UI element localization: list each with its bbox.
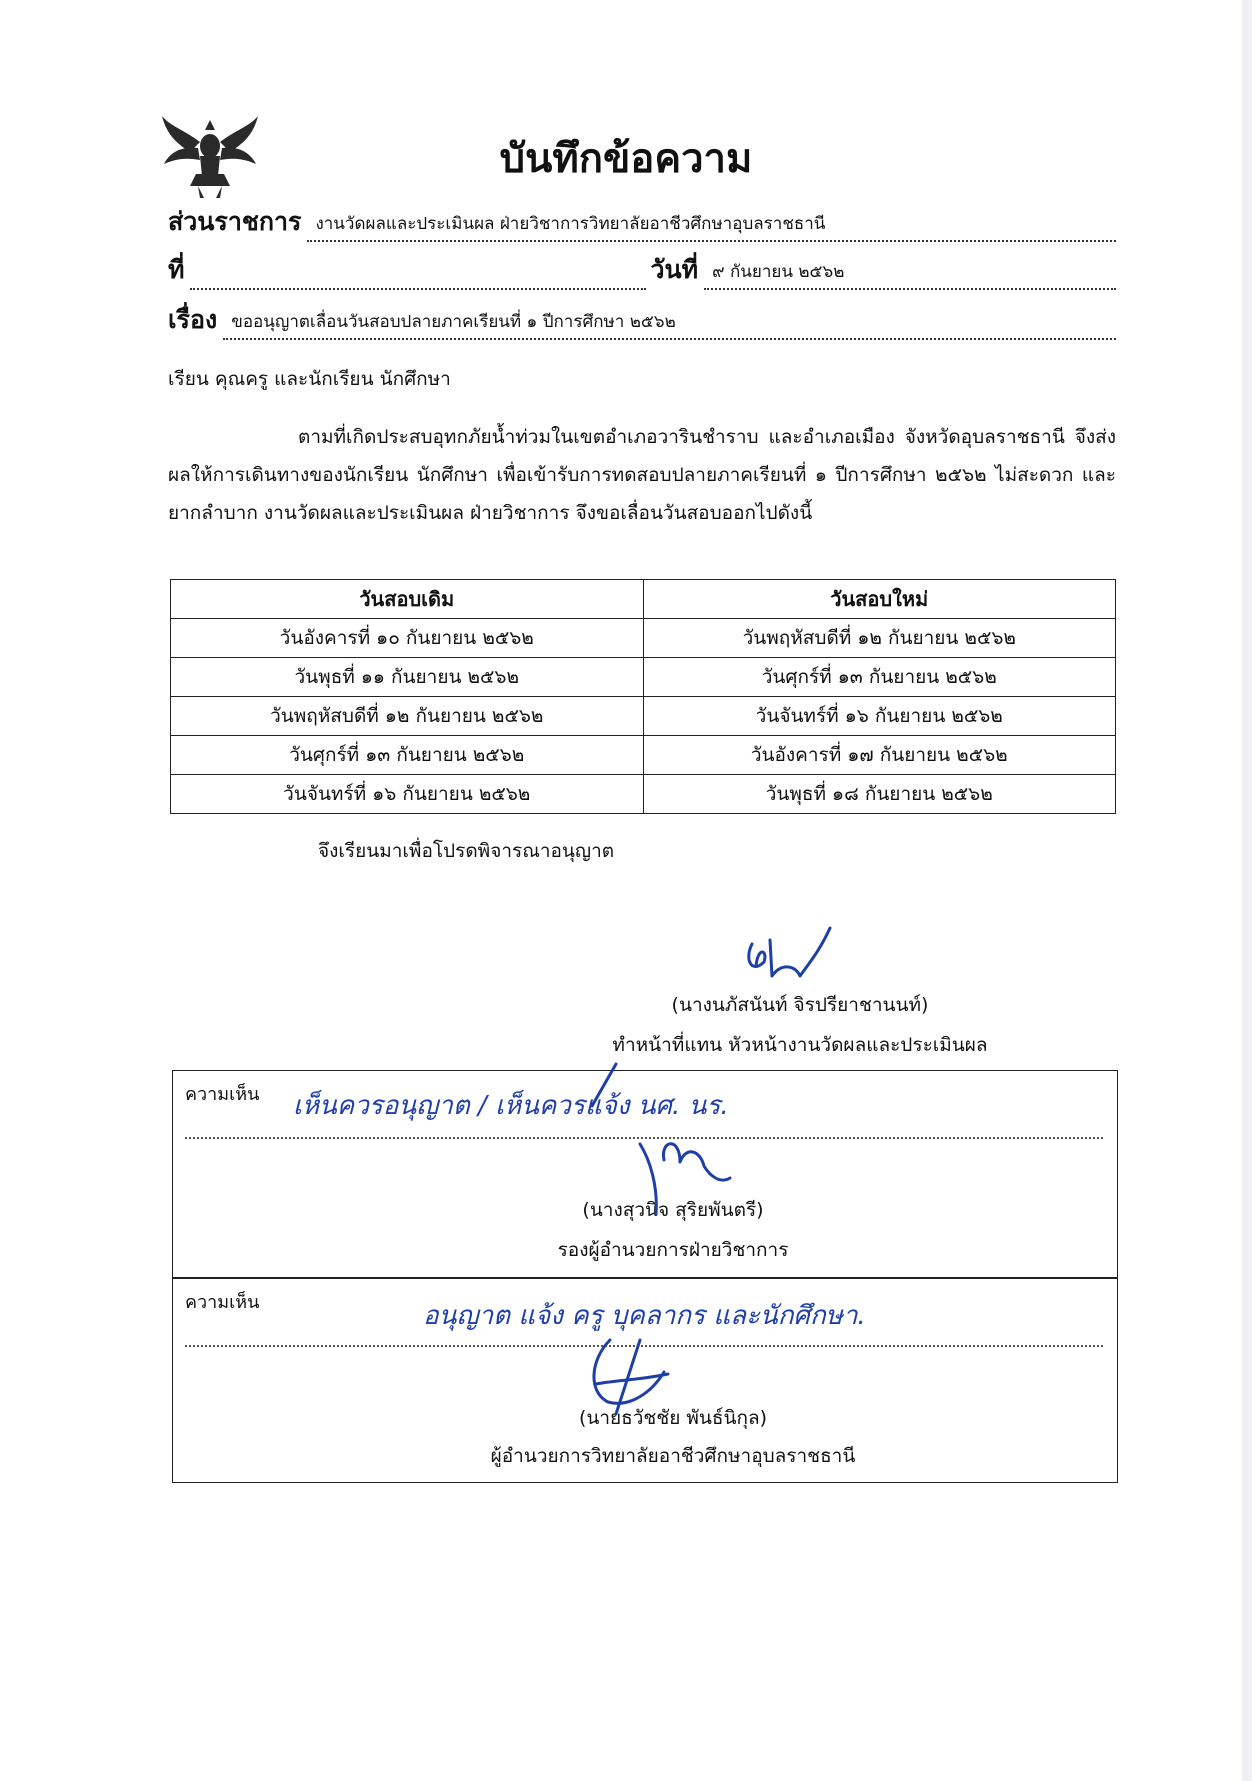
- agency-row: [168, 208, 1116, 242]
- date-value: ๙ กันยายน ๒๕๖๒: [704, 258, 1116, 290]
- header-new-date: วันสอบใหม่: [643, 580, 1116, 619]
- original-date-cell: วันศุกร์ที่ ๑๓ กันยายน ๒๕๖๒: [171, 736, 644, 775]
- original-date-cell: วันพฤหัสบดีที่ ๑๒ กันยายน ๒๕๖๒: [171, 697, 644, 736]
- table-header-row: [171, 580, 1116, 619]
- signer1-name: (นางนภัสนันท์ จิรปรียาชานนท์): [671, 994, 929, 1016]
- opinion-label: ความเห็น: [185, 1292, 260, 1313]
- garuda-emblem-icon: [160, 112, 260, 198]
- opinion2-handwriting: อนุญาต แจ้ง ครู บุคลากร และนักศึกษา.: [423, 1301, 866, 1331]
- new-date-cell: วันอังคารที่ ๑๗ กันยายน ๒๕๖๒: [643, 736, 1116, 775]
- date-label: วันที่: [650, 255, 699, 284]
- opinion1-signer-position: รองผู้อำนวยการฝ่ายวิชาการ: [557, 1239, 789, 1261]
- opinion-dotted-line: [185, 1345, 1103, 1347]
- scan-edge: [1242, 0, 1252, 1781]
- opinion2-signer-name: (นายธวัชชัย พันธ์นิกุล): [578, 1407, 768, 1429]
- original-date-cell: วันพุธที่ ๑๑ กันยายน ๒๕๖๒: [171, 658, 644, 697]
- new-date-cell: วันพฤหัสบดีที่ ๑๒ กันยายน ๒๕๖๒: [643, 619, 1116, 658]
- ref-value: [190, 285, 646, 290]
- subject-label: เรื่อง: [168, 305, 218, 334]
- memo-body: ตามที่เกิดประสบอุทกภัยน้ำท่วมในเขตอำเภอวารินชำราบ และอำเภอเมือง จังหวัดอุบลราชธานี จึงส่งผลให้การเดินทางของนักเรียน นักศึกษา เพื่อเข้ารับการทดสอบปลายภาคเรียนที่ ๑ ปีการศึกษา ๒๕๖๒ ไม่สะดวก และยากลำบาก งานวัดผลและประเมินผล ฝ่ายวิชาการ จึงขอเลื่อนวันสอบออกไปดังนี้: [168, 426, 1116, 524]
- signature-signer1: [749, 928, 830, 976]
- memo-title: บันทึกข้อความ: [499, 136, 753, 182]
- opinion-label: ความเห็น: [185, 1084, 260, 1105]
- opinion-box-director: [172, 1278, 1118, 1483]
- salutation: เรียน คุณครู และนักเรียน นักศึกษา: [168, 368, 451, 390]
- agency-value: งานวัดผลและประเมินผล ฝ่ายวิชาการวิทยาลัยอาชีวศึกษาอุบลราชธานี: [307, 210, 1116, 242]
- table-row: [171, 697, 1116, 736]
- opinion1-handwriting: เห็นควรอนุญาต / เห็นควรแจ้ง นศ. นร.: [293, 1091, 729, 1121]
- opinion1-signer-name: (นางสุวนิจ สุริยพันตรี): [582, 1199, 764, 1221]
- new-date-cell: วันพุธที่ ๑๘ กันยายน ๒๕๖๒: [643, 775, 1116, 814]
- subject-value: ขออนุญาตเลื่อนวันสอบปลายภาคเรียนที่ ๑ ปีการศึกษา ๒๕๖๒: [223, 308, 1116, 340]
- table-row: [171, 619, 1116, 658]
- subject-row: [168, 306, 1116, 340]
- new-date-cell: วันศุกร์ที่ ๑๓ กันยายน ๒๕๖๒: [643, 658, 1116, 697]
- opinion-dotted-line: [185, 1137, 1103, 1139]
- original-date-cell: วันอังคารที่ ๑๐ กันยายน ๒๕๖๒: [171, 619, 644, 658]
- ref-date-row: [168, 256, 1116, 290]
- header-original-date: วันสอบเดิม: [171, 580, 644, 619]
- table-row: [171, 736, 1116, 775]
- opinion2-signer-position: ผู้อำนวยการวิทยาลัยอาชีวศึกษาอุบลราชธานี: [490, 1445, 856, 1467]
- table-row: [171, 775, 1116, 814]
- signer1-position: ทำหน้าที่แทน หัวหน้างานวัดผลและประเมินผล: [612, 1034, 988, 1056]
- agency-label: ส่วนราชการ: [168, 207, 302, 236]
- ref-label: ที่: [168, 255, 185, 284]
- exam-schedule-table: [170, 579, 1116, 814]
- original-date-cell: วันจันทร์ที่ ๑๖ กันยายน ๒๕๖๒: [171, 775, 644, 814]
- table-row: [171, 658, 1116, 697]
- new-date-cell: วันจันทร์ที่ ๑๖ กันยายน ๒๕๖๒: [643, 697, 1116, 736]
- closing-line: จึงเรียนมาเพื่อโปรดพิจารณาอนุญาต: [318, 840, 615, 862]
- opinion-box-deputy: [172, 1070, 1118, 1278]
